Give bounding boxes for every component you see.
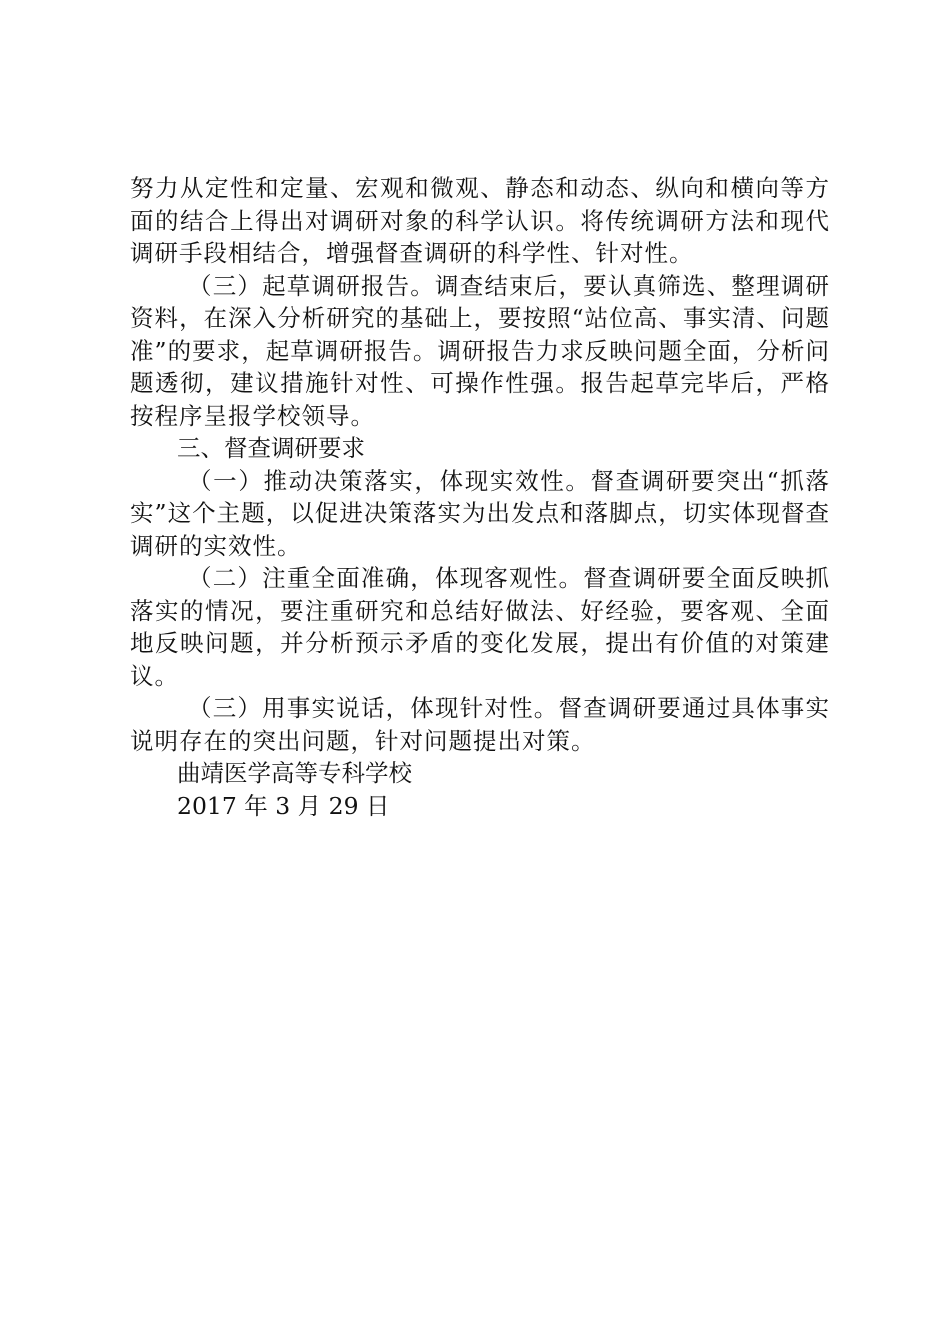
paragraph-methods-continued: 努力从定性和定量、宏观和微观、静态和动态、纵向和横向等方面的结合上得出对调研对象的科学认识。将传统调研方法和现代调研手段相结合，增强督查调研的科学性、针对性。	[130, 174, 830, 267]
document-page	[130, 172, 830, 822]
signature-date: 2017 年 3 月 29 日	[177, 791, 390, 820]
section-heading-requirements: 三、督查调研要求	[177, 434, 365, 462]
paragraph-requirement-3: （三）用事实说话，体现针对性。督查调研要通过具体事实说明存在的突出问题，针对问题提出对策。	[130, 694, 830, 755]
paragraph-requirement-2: （二）注重全面准确，体现客观性。督查调研要全面反映抓落实的情况，要注重研究和总结好做法、好经验，要客观、全面地反映问题，并分析预示矛盾的变化发展，提出有价值的对策建议。	[130, 564, 830, 690]
signature-organization: 曲靖医学高等专科学校	[177, 759, 412, 787]
paragraph-draft-report: （三）起草调研报告。调查结束后，要认真筛选、整理调研资料，在深入分析研究的基础上，要按照“站位高、事实清、问题准”的要求，起草调研报告。调研报告力求反映问题全面，分析问题透彻，建议措施针对性、可操作性强。报告起草完毕后，严格按程序呈报学校领导。	[130, 271, 830, 430]
paragraph-requirement-1: （一）推动决策落实，体现实效性。督查调研要突出“抓落实”这个主题，以促进决策落实为出发点和落脚点，切实体现督查调研的实效性。	[130, 466, 830, 560]
